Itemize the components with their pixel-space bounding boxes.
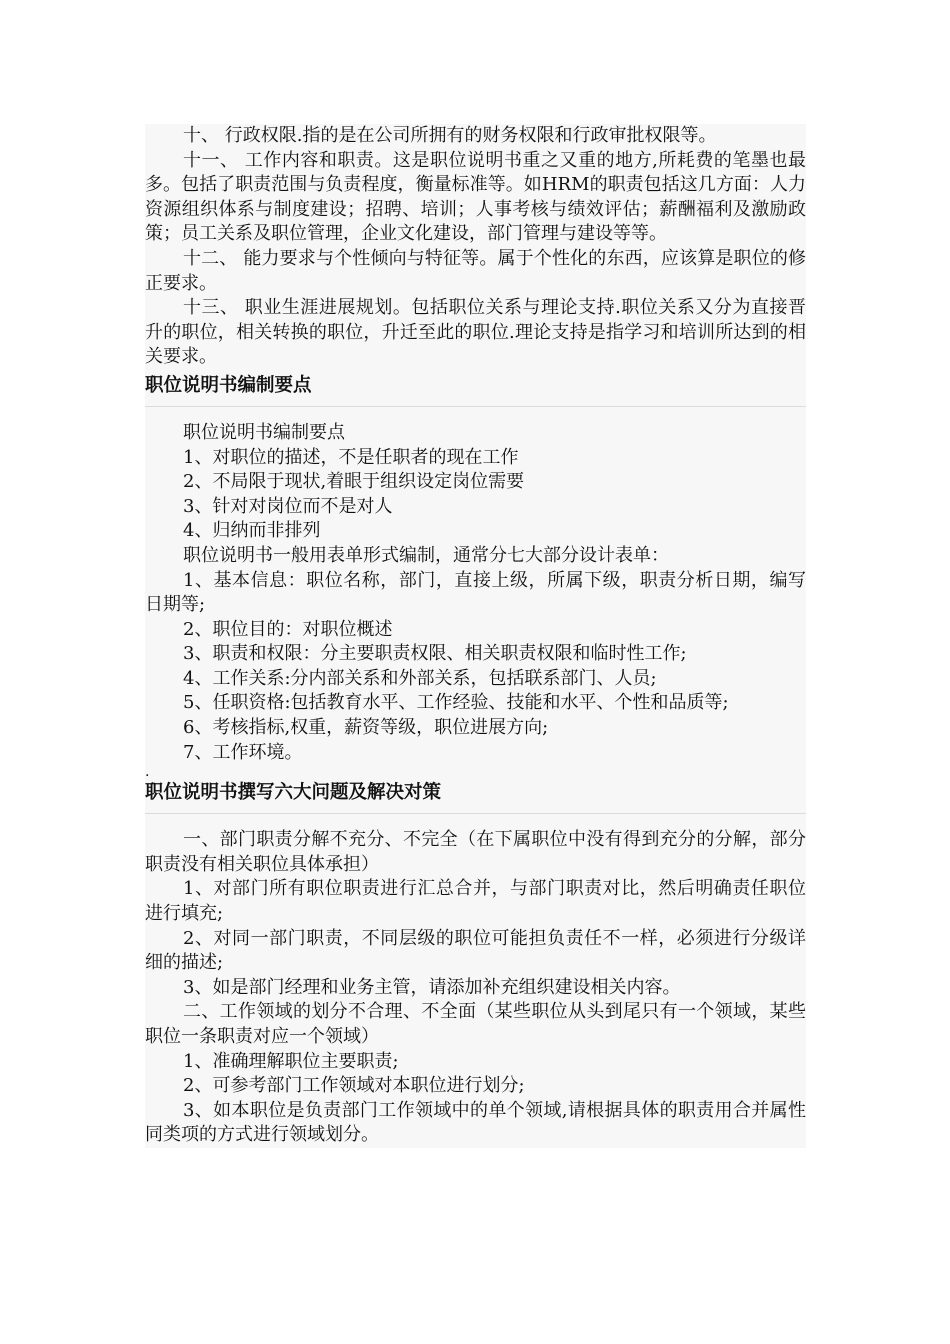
list-item: 6、考核指标,权重，薪资等级，职位进展方向; — [183, 717, 549, 739]
list-item: 7、工作环境。 — [183, 741, 303, 763]
list-item: 3、职责和权限：分主要职责权限、相关职责权限和临时性工作; — [183, 643, 687, 665]
list-item: 4、工作关系:分内部关系和外部关系，包括联系部门、人员; — [183, 667, 657, 689]
list-item: 1、对部门所有职位职责进行汇总合并，与部门职责对比，然后明确责任职位进行填充; — [145, 878, 806, 925]
paragraph: 十一、 工作内容和职责。这是职位说明书重之又重的地方,所耗费的笔墨也最多。包括了职责范围与负责程度，衡量标准等。如HRM的职责包括这几方面：人力资源组织体系与制度建设；招聘、培训；人事考核与绩效评估；薪酬福利及激励政策；员工关系及职位管理，企业文化建设，部门管理与建设等等。 — [145, 149, 806, 245]
list-item: 5、任职资格:包括教育水平、工作经验、技能和水平、个性和品质等; — [183, 692, 729, 714]
list-item: 1、基本信息：职位名称，部门，直接上级，所属下级，职责分析日期，编写日期等; — [145, 569, 806, 616]
list-item: 3、针对对岗位而不是对人 — [183, 495, 393, 517]
section-problems — [145, 777, 806, 1148]
section-heading: 职位说明书编制要点 — [145, 370, 806, 407]
paragraph: 职位说明书编制要点 — [183, 421, 345, 443]
section-heading: 职位说明书撰写六大问题及解决对策 — [145, 777, 806, 814]
paragraph: 十、 行政权限.指的是在公司所拥有的财务权限和行政审批权限等。 — [183, 125, 717, 146]
list-item: 2、对同一部门职责，不同层级的职位可能担负责任不一样，必须进行分级详细的描述; — [145, 927, 806, 974]
paragraph: 十二、 能力要求与个性倾向与特征等。属于个性化的东西，应该算是职位的修正要求。 — [145, 247, 806, 294]
list-item: 3、如本职位是负责部门工作领域中的单个领域,请根据具体的职责用合并属性同类项的方式进行领域划分。 — [145, 1099, 806, 1146]
section-intro — [145, 124, 806, 370]
paragraph: 二、工作领域的划分不合理、不全面（某些职位从头到尾只有一个领域，某些职位一条职责对应一个领域） — [145, 1001, 806, 1047]
list-item: 1、对职位的描述，不是任职者的现在工作 — [183, 446, 519, 468]
section-key-points — [145, 370, 806, 781]
paragraph: 一、部门职责分解不充分、不完全（在下属职位中没有得到充分的分解，部分职责没有相关职位具体承担） — [145, 829, 806, 875]
list-item: 4、归纳而非排列 — [183, 520, 321, 542]
paragraph: 职位说明书一般用表单形式编制，通常分七大部分设计表单： — [183, 544, 669, 566]
list-item: 2、职位目的：对职位概述 — [183, 618, 393, 640]
list-item: 2、不局限于现状,着眼于组织设定岗位需要 — [183, 471, 525, 493]
document-page — [145, 124, 806, 1148]
paragraph: 十三、 职业生涯进展规划。包括职位关系与理论支持.职位关系又分为直接晋升的职位，相关转换的职位，升迁至此的职位.理论支持是指学习和培训所达到的相关要求。 — [145, 297, 806, 368]
separator-dot: . — [145, 764, 150, 781]
list-item: 1、准确理解职位主要职责; — [183, 1050, 399, 1072]
list-item: 2、可参考部门工作领域对本职位进行划分; — [183, 1075, 525, 1097]
list-item: 3、如是部门经理和业务主管，请添加补充组织建设相关内容。 — [183, 976, 681, 998]
